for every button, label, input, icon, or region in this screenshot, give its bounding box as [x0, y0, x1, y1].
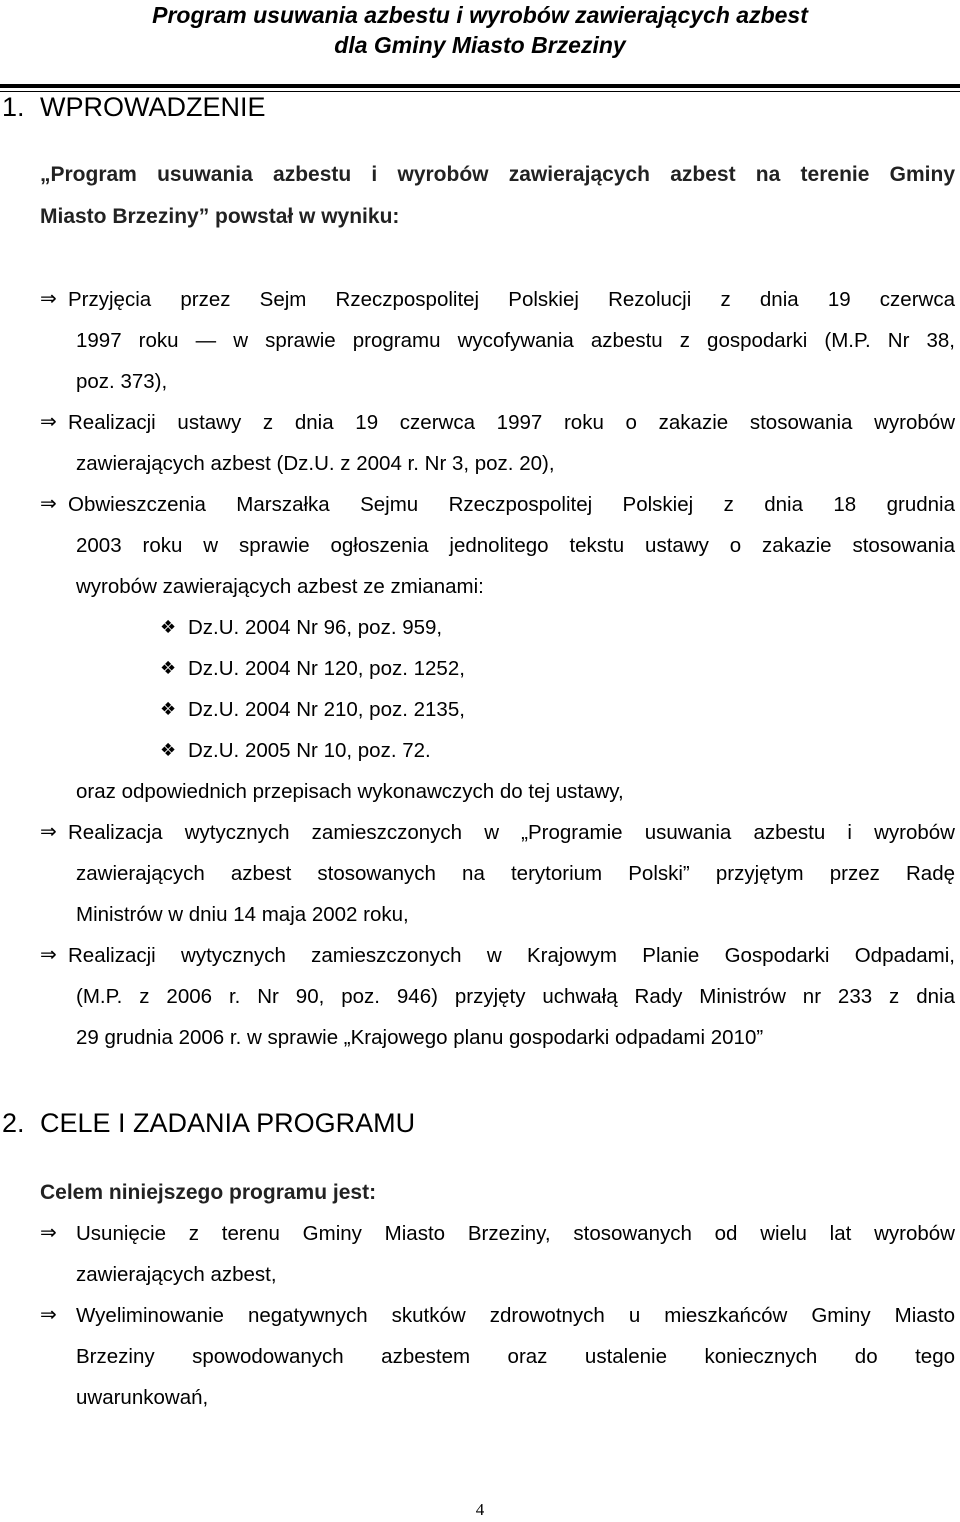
list-item-line: 2003 roku w sprawie ogłoszenia jednolitego tekstu ustawy o zakazie stosowania — [76, 534, 955, 557]
sub-list-item-text: Dz.U. 2005 Nr 10, poz. 72. — [188, 739, 431, 762]
intro-line-2: Miasto Brzeziny” powstał w wyniku: — [40, 205, 400, 228]
diamond-bullet-icon: ❖ — [160, 658, 177, 678]
list-item — [0, 1213, 960, 1295]
list-item-line: Wyeliminowanie negatywnych skutków zdrowotnych u mieszkańców Gminy Miasto — [76, 1304, 955, 1327]
running-header — [0, 0, 960, 60]
arrow-right-icon: ⇒ — [40, 944, 57, 966]
header-line-1: Program usuwania azbestu i wyrobów zawierających azbest — [152, 2, 808, 28]
list-item-line: Obwieszczenia Marszałka Sejmu Rzeczpospolitej Polskiej z dnia 18 grudnia — [68, 493, 955, 516]
section-1-title: WPROWADZENIE — [40, 92, 266, 122]
list-item-line: wyrobów zawierających azbest ze zmianami: — [76, 575, 484, 598]
sub-list-item — [0, 689, 960, 730]
list-item-line: Przyjęcia przez Sejm Rzeczpospolitej Polskiej Rezolucji z dnia 19 czerwca — [68, 288, 955, 311]
sub-list-item-text: Dz.U. 2004 Nr 120, poz. 1252, — [188, 657, 465, 680]
arrow-right-icon: ⇒ — [40, 821, 57, 843]
diamond-bullet-icon: ❖ — [160, 617, 177, 637]
section-1-heading — [0, 89, 266, 125]
page-number: 4 — [475, 1500, 485, 1519]
header-line-2: dla Gminy Miasto Brzeziny — [334, 32, 626, 58]
list-item-line: Realizacji wytycznych zamieszczonych w Krajowym Planie Gospodarki Odpadami, — [68, 944, 955, 967]
list-item-line: Usunięcie z terenu Gminy Miasto Brzeziny, stosowanych od wielu lat wyrobów — [76, 1222, 955, 1245]
legal-basis-list — [0, 279, 960, 1058]
list-item — [0, 279, 960, 402]
list-item — [0, 935, 960, 1058]
arrow-right-icon: ⇒ — [40, 493, 57, 515]
list-item-line: 1997 roku — w sprawie programu wycofywania azbestu z gospodarki (M.P. Nr 38, — [76, 329, 955, 352]
list-item — [0, 484, 960, 607]
list-item-line: zawierających azbest stosowanych na terytorium Polski” przyjętym przez Radę — [76, 862, 955, 885]
goals-subtitle: Celem niniejszego programu jest: — [40, 1181, 377, 1204]
header-rule-thick — [0, 84, 960, 88]
section-2-number: 2. — [2, 1108, 25, 1138]
arrow-right-icon: ⇒ — [40, 1304, 57, 1326]
list-item — [0, 402, 960, 484]
list-item-line: 29 grudnia 2006 r. w sprawie „Krajowego planu gospodarki odpadami 2010” — [76, 1026, 764, 1049]
arrow-right-icon: ⇒ — [40, 1222, 57, 1244]
list-item-line: (M.P. z 2006 r. Nr 90, poz. 946) przyjęty uchwałą Rady Ministrów nr 233 z dnia — [76, 985, 955, 1008]
sub-list-item — [0, 730, 960, 771]
list-item-line: Realizacji ustawy z dnia 19 czerwca 1997 roku o zakazie stosowania wyrobów — [68, 411, 955, 434]
diamond-bullet-icon: ❖ — [160, 699, 177, 719]
list-item-line: uwarunkowań, — [76, 1386, 209, 1409]
section-2-heading — [0, 1105, 415, 1141]
list-item-line: Ministrów w dniu 14 maja 2002 roku, — [76, 903, 409, 926]
list-item — [0, 812, 960, 935]
diamond-bullet-icon: ❖ — [160, 740, 177, 760]
list-continuation-text: oraz odpowiednich przepisach wykonawczych do tej ustawy, — [76, 780, 624, 803]
intro-line-1: „Program usuwania azbestu i wyrobów zawierających azbest na terenie Gminy — [40, 163, 955, 186]
sub-list-item — [0, 607, 960, 648]
sub-list-item-text: Dz.U. 2004 Nr 96, poz. 959, — [188, 616, 443, 639]
list-item-line: Brzeziny spowodowanych azbestem oraz ustalenie koniecznych do tego — [76, 1345, 955, 1368]
arrow-right-icon: ⇒ — [40, 411, 57, 433]
list-item-line: Realizacja wytycznych zamieszczonych w „Programie usuwania azbestu i wyrobów — [68, 821, 955, 844]
section-2-title: CELE I ZADANIA PROGRAMU — [40, 1108, 416, 1138]
sub-list-item — [0, 648, 960, 689]
list-item — [0, 1295, 960, 1418]
section-1-number: 1. — [2, 92, 25, 122]
arrow-right-icon: ⇒ — [40, 288, 57, 310]
list-item-line: poz. 373), — [76, 370, 168, 393]
goals-list — [0, 1213, 960, 1418]
list-item-line: zawierających azbest (Dz.U. z 2004 r. Nr 3, poz. 20), — [76, 452, 555, 475]
sub-list-item-text: Dz.U. 2004 Nr 210, poz. 2135, — [188, 698, 465, 721]
list-item-line: zawierających azbest, — [76, 1263, 277, 1286]
section-1-intro — [40, 154, 955, 238]
